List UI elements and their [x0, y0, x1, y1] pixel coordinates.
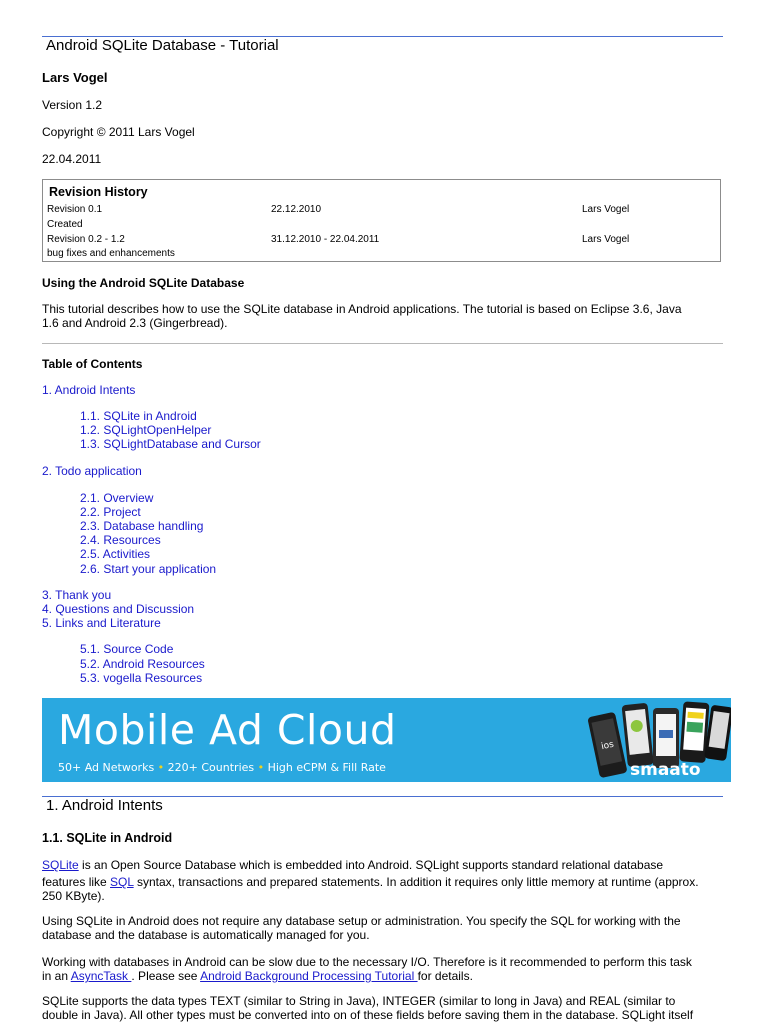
toc-heading: Table of Contents	[42, 357, 143, 371]
toc-link[interactable]: 1.3. SQLightDatabase and Cursor	[80, 437, 261, 451]
bullet-icon: •	[254, 761, 268, 774]
paragraph-line: Working with databases in Android can be slow due to the necessary I/O. Therefore is it recommended to perform this task	[42, 955, 692, 969]
toc-link[interactable]: 4. Questions and Discussion	[42, 602, 195, 616]
toc-link[interactable]: 2.6. Start your application	[80, 562, 217, 576]
ad-tag-countries: 220+ Countries	[167, 761, 255, 774]
toc-link[interactable]: 2.2. Project	[80, 505, 141, 519]
copyright-text: Copyright © 2011 Lars Vogel	[42, 125, 195, 139]
revision-date: 31.12.2010 - 22.04.2011	[271, 234, 380, 245]
toc-link[interactable]: 5.3. vogella Resources	[80, 671, 203, 685]
toc-link[interactable]: 1.2. SQLightOpenHelper	[80, 423, 212, 437]
sql-link[interactable]: SQL	[110, 875, 134, 889]
bullet-icon: •	[154, 761, 168, 774]
toc-link[interactable]: 2.4. Resources	[80, 533, 161, 547]
ad-tagline	[58, 761, 386, 774]
separator	[42, 343, 723, 344]
svg-text:ios: ios	[600, 739, 615, 753]
toc-link[interactable]: 2.3. Database handling	[80, 519, 204, 533]
section-rule	[42, 796, 723, 797]
revision-note: bug fixes and enhancements	[47, 248, 175, 259]
author-name: Lars Vogel	[42, 70, 108, 85]
ad-title: Mobile Ad Cloud	[58, 706, 397, 754]
paragraph-line: 250 KByte).	[42, 889, 105, 903]
toc-link[interactable]: 5.2. Android Resources	[80, 657, 205, 671]
toc-link[interactable]: 3. Thank you	[42, 588, 112, 602]
toc-link[interactable]: 5.1. Source Code	[80, 642, 174, 656]
subsection-heading: 1.1. SQLite in Android	[42, 831, 173, 845]
document-title: Android SQLite Database - Tutorial	[46, 37, 279, 54]
date-text: 22.04.2011	[42, 152, 102, 166]
ad-brand: smaato	[630, 760, 701, 780]
toc-link[interactable]: 2.5. Activities	[80, 547, 151, 561]
ad-banner[interactable]	[42, 698, 731, 782]
revision-number: Revision 0.2 - 1.2	[47, 234, 125, 245]
revision-note: Created	[47, 219, 83, 230]
toc-link[interactable]: 1.1. SQLite in Android	[80, 409, 197, 423]
revision-history-heading: Revision History	[49, 185, 148, 199]
revision-author: Lars Vogel	[582, 234, 630, 245]
sqlite-link[interactable]: SQLite	[42, 858, 79, 872]
toc-link[interactable]: 2.1. Overview	[80, 491, 154, 505]
paragraph-line: SQLite supports the data types TEXT (similar to String in Java), INTEGER (similar to long in Java) and REAL (similar to	[42, 994, 676, 1008]
toc-link[interactable]: 2. Todo application	[42, 464, 142, 478]
version-text: Version 1.2	[42, 98, 103, 112]
abstract-line: 1.6 and Android 2.3 (Gingerbread).	[42, 316, 228, 330]
ad-tag-ecpm: High eCPM & Fill Rate	[267, 761, 386, 774]
section-heading: 1. Android Intents	[46, 797, 163, 814]
abstract-heading: Using the Android SQLite Database	[42, 276, 245, 290]
revision-date: 22.12.2010	[271, 204, 322, 215]
revision-author: Lars Vogel	[582, 204, 630, 215]
paragraph-line: in an AsyncTask . Please see Android Background Processing Tutorial for details.	[42, 969, 473, 983]
revision-history-table	[42, 179, 721, 262]
paragraph-line: double in Java). All other types must be converted into on of these fields before saving them in the database. SQLight itself	[42, 1008, 694, 1022]
paragraph-line: features like SQL syntax, transactions and prepared statements. In addition it requires only little memory at runtime (approx.	[42, 875, 699, 889]
ad-tag-networks: 50+ Ad Networks	[58, 761, 155, 774]
background-processing-link[interactable]: Android Background Processing Tutorial	[200, 969, 418, 983]
abstract-line: This tutorial describes how to use the SQLite database in Android applications. The tutorial is based on Eclipse 3.6, Java	[42, 302, 682, 316]
asynctask-link[interactable]: AsyncTask	[70, 969, 132, 983]
toc-link[interactable]: 1. Android Intents	[42, 383, 136, 397]
toc-link[interactable]: 5. Links and Literature	[42, 616, 161, 630]
paragraph-line: SQLite is an Open Source Database which is embedded into Android. SQLight supports standard relational database	[42, 858, 664, 872]
paragraph-line: Using SQLite in Android does not require any database setup or administration. You specify the SQL for working with the	[42, 914, 681, 928]
revision-number: Revision 0.1	[47, 204, 103, 215]
paragraph-line: database and the database is automatically managed for you.	[42, 928, 370, 942]
